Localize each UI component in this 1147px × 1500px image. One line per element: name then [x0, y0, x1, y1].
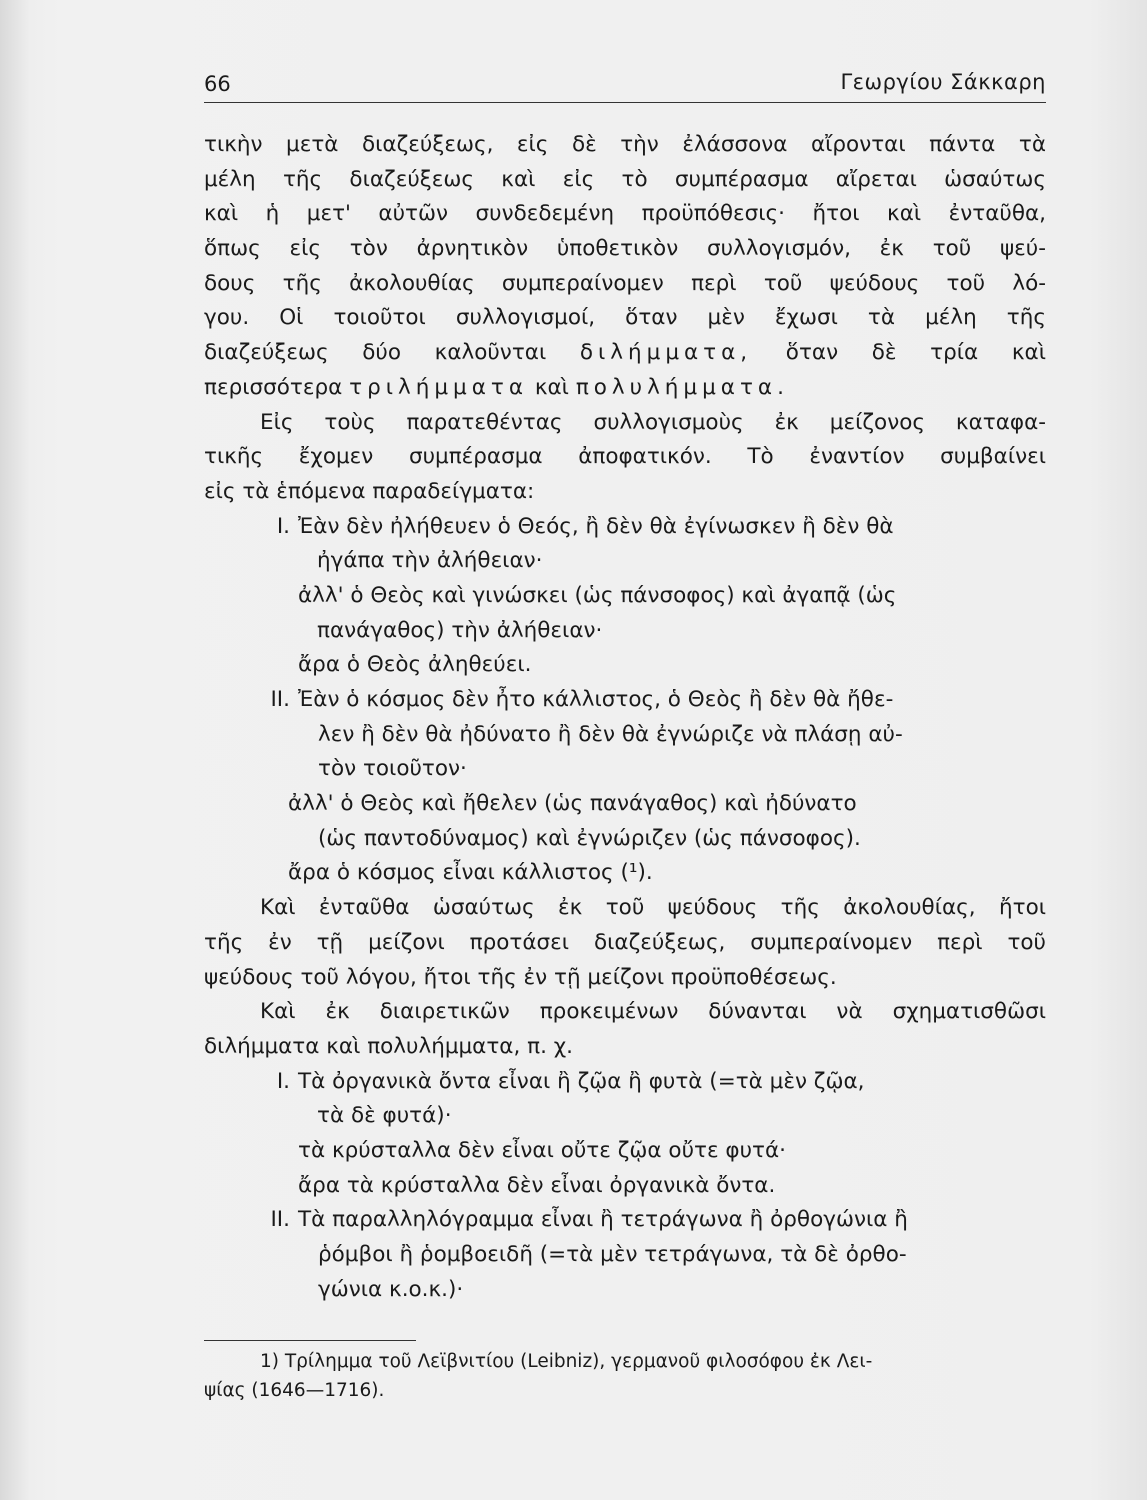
example-line	[204, 510, 1046, 545]
text-segment: περισσότερα	[204, 374, 343, 400]
example-text: Τὰ ὀργανικὰ ὄντα εἶναι ἢ ζῷα ἢ φυτὰ (=τὰ μὲν ζῷα,	[298, 1068, 865, 1094]
example-label: II.	[270, 1207, 290, 1233]
example-line: ἄρα ὁ κόσμος εἶναι κάλλιστος (¹).	[288, 860, 653, 886]
example-text: Ἐὰν ὁ κόσμος δὲν ἦτο κάλλιστος, ὁ Θεὸς ἢ δὲν θὰ ἤθε-	[298, 687, 894, 712]
term-polylemma: πολυλήμματα.	[575, 374, 789, 400]
text-segment: ὅταν δὲ τρία καὶ	[785, 340, 1046, 366]
footnote	[204, 1347, 1046, 1405]
example-line	[204, 1065, 1046, 1100]
example-line: ἄρα τὰ κρύσταλλα δὲν εἶναι ὀργανικὰ ὄντα.	[298, 1172, 776, 1198]
text-line: τῆς ἐν τῇ μείζονι προτάσει διαζεύξεως, συμπεραίνομεν περὶ τοῦ	[204, 929, 1046, 955]
example-line: γώνια κ.ο.κ.)·	[318, 1276, 464, 1302]
example-line: ἠγάπα τὴν ἀλήθειαν·	[317, 548, 543, 574]
term-dilemma: διλήμματα,	[579, 340, 753, 366]
text-line: γου. Οἱ τοιοῦτοι συλλογισμοί, ὅταν μὲν ἔχωσι τὰ μέλη τῆς	[204, 305, 1046, 331]
text-line: καὶ ἡ μετ' αὐτῶν συνδεδεμένη προϋπόθεσις· ἤτοι καὶ ἐνταῦθα,	[204, 201, 1046, 227]
header-rule	[204, 102, 1046, 103]
example-line	[204, 1203, 1046, 1238]
page-number: 66	[204, 72, 231, 96]
text-line: διλήμματα καὶ πολυλήμματα, π. χ.	[204, 1033, 574, 1059]
text-line: μέλη τῆς διαζεύξεως καὶ εἰς τὸ συμπέρασμα αἴρεται ὡσαύτως	[204, 166, 1046, 192]
example-line: τὰ κρύσταλλα δὲν εἶναι οὔτε ζῷα οὔτε φυτά·	[298, 1137, 786, 1163]
text-line: Καὶ ἐνταῦθα ὡσαύτως ἐκ τοῦ ψεύδους τῆς ἀκολουθίας, ἤτοι	[260, 895, 1046, 921]
example-line	[204, 683, 1046, 718]
text-line: τικῆς ἔχομεν συμπέρασμα ἀποφατικόν. Τὸ ἐναντίον συμβαίνει	[204, 444, 1046, 470]
example-label: I.	[276, 1068, 290, 1094]
text-line: ψεύδους τοῦ λόγου, ἤτοι τῆς ἐν τῇ μείζονι προϋποθέσεως.	[204, 964, 837, 990]
example-line: τὸν τοιοῦτον·	[318, 756, 467, 782]
text-line	[204, 371, 1046, 406]
example-line: ἄρα ὁ Θεὸς ἀληθεύει.	[298, 652, 532, 678]
running-title: Γεωργίου Σάκκαρη	[840, 70, 1046, 94]
text-line: δους τῆς ἀκολουθίας συμπεραίνομεν περὶ τοῦ ψεύδους τοῦ λό-	[204, 270, 1046, 296]
example-line: ἀλλ' ὁ Θεὸς καὶ ἤθελεν (ὡς πανάγαθος) καὶ ἠδύνατο	[288, 791, 857, 817]
example-line: τὰ δὲ φυτά)·	[317, 1103, 452, 1129]
footnote-rule	[204, 1340, 416, 1341]
term-trilemma: τριλήμματα	[349, 374, 528, 400]
text-segment: διαζεύξεως δύο καλοῦνται	[204, 340, 547, 366]
example-line: πανάγαθος) τὴν ἀλήθειαν·	[317, 617, 603, 643]
example-text: Τὰ παραλληλόγραμμα εἶναι ἢ τετράγωνα ἢ ὀρθογώνια ἢ	[298, 1207, 908, 1233]
example-line: λεν ἢ δὲν θὰ ἠδύνατο ἢ δὲν θὰ ἐγνώριζε νὰ πλάσῃ αὐ-	[318, 721, 903, 747]
example-label: II.	[270, 687, 290, 712]
example-line: ῥόμβοι ἢ ῥομβοειδῆ (=τὰ μὲν τετράγωνα, τὰ δὲ ὀρθο-	[318, 1242, 907, 1267]
footnote-line: ψίας (1646—1716).	[204, 1380, 385, 1401]
example-text: Ἐὰν δὲν ἠλήθευεν ὁ Θεός, ἢ δὲν θὰ ἐγίνωσκεν ἢ δὲν θὰ	[298, 513, 894, 539]
example-label: I.	[276, 513, 290, 539]
page-header	[204, 68, 1046, 98]
text-line: εἰς τὰ ἑπόμενα παραδείγματα:	[204, 478, 535, 504]
text-segment: καὶ	[534, 374, 569, 400]
text-line: Εἰς τοὺς παρατεθέντας συλλογισμοὺς ἐκ μείζονος καταφα-	[260, 409, 1046, 435]
text-line: τικὴν μετὰ διαζεύξεως, εἰς δὲ τὴν ἐλάσσονα αἴρονται πάντα τὰ	[204, 132, 1046, 157]
example-line: (ὡς παντοδύναμος) καὶ ἐγνώριζεν (ὡς πάνσοφος).	[318, 825, 861, 851]
main-text	[204, 128, 1046, 1307]
example-line: ἀλλ' ὁ Θεὸς καὶ γινώσκει (ὡς πάνσοφος) καὶ ἀγαπᾷ (ὡς	[298, 582, 897, 608]
text-line: ὅπως εἰς τὸν ἀρνητικὸν ὑποθετικὸν συλλογισμόν, ἐκ τοῦ ψεύ-	[204, 236, 1046, 262]
text-line	[204, 336, 1046, 371]
footnote-line: 1) Τρίλημμα τοῦ Λεϊβνιτίου (Leibniz), γερμανοῦ φιλοσόφου ἐκ Λει-	[260, 1351, 873, 1372]
text-line: Καὶ ἐκ διαιρετικῶν προκειμένων δύνανται νὰ σχηματισθῶσι	[260, 999, 1046, 1025]
